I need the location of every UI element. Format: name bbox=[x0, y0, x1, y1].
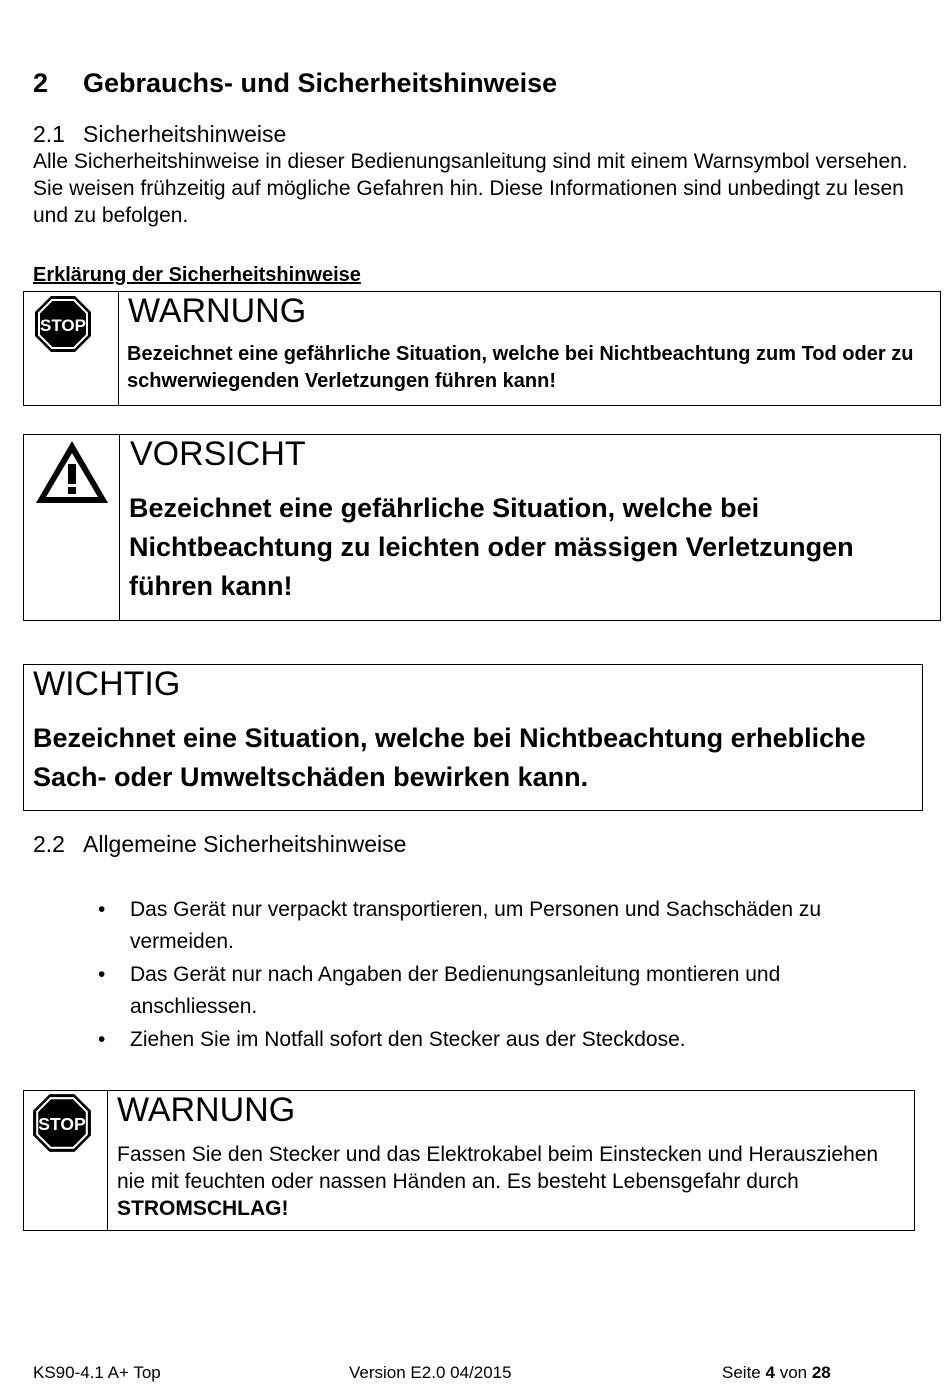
important-box bbox=[23, 664, 923, 811]
footer-page-mid: von bbox=[779, 1363, 808, 1382]
stop-sign-icon bbox=[33, 294, 93, 354]
warning-2-icon-cell bbox=[24, 1091, 108, 1230]
section-2-1-heading bbox=[33, 121, 286, 148]
warning-box-2 bbox=[23, 1090, 915, 1231]
list-item-text: Das Gerät nur nach Angaben der Bedienungsanleitung montieren und anschliessen. bbox=[130, 963, 781, 1018]
safety-list bbox=[98, 894, 898, 1057]
list-item bbox=[98, 1024, 898, 1056]
caution-icon-cell bbox=[24, 435, 120, 620]
stop-sign-icon bbox=[31, 1092, 93, 1154]
section-2-2-number: 2.2 bbox=[33, 831, 65, 857]
list-item-text: Das Gerät nur verpackt transportieren, um Personen und Sachschäden zu vermeiden. bbox=[130, 898, 822, 953]
warning-title: WARNUNG bbox=[128, 292, 307, 330]
list-item bbox=[98, 894, 898, 958]
warning-icon-cell bbox=[24, 292, 119, 405]
section-2-2-heading bbox=[33, 831, 406, 858]
bullet: • bbox=[98, 963, 106, 986]
chapter-number: 2 bbox=[33, 68, 49, 98]
section-2-1-number: 2.1 bbox=[33, 121, 65, 147]
footer-page-total: 28 bbox=[811, 1363, 831, 1382]
stop-sign-text: STOP bbox=[38, 1114, 86, 1135]
warning-box bbox=[23, 291, 941, 406]
footer-page bbox=[722, 1363, 831, 1383]
stop-sign-text: STOP bbox=[40, 316, 86, 335]
warning-2-text-block bbox=[117, 1141, 897, 1222]
caution-box bbox=[23, 434, 941, 621]
important-text: Bezeichnet eine Situation, welche bei Nichtbeachtung erhebliche Sach- oder Umweltschäden bewirken kann. bbox=[33, 723, 866, 792]
warning-2-text: Fassen Sie den Stecker und das Elektrokabel beim Einstecken und Herausziehen nie mit feuchten oder nassen Händen an. Es besteht Lebensgefahr durch bbox=[117, 1143, 879, 1193]
warning-text: Bezeichnet eine gefährliche Situation, welche bei Nichtbeachtung zum Tod oder zu schwerwiegenden Verletzungen führen kann! bbox=[127, 343, 914, 392]
warning-2-text-bold: STROMSCHLAG! bbox=[117, 1197, 289, 1220]
bullet: • bbox=[98, 1028, 106, 1051]
footer-version: Version E2.0 04/2015 bbox=[349, 1363, 512, 1382]
important-title: WICHTIG bbox=[33, 665, 181, 703]
warning-triangle-icon bbox=[33, 438, 111, 506]
section-2-1-text: Alle Sicherheitshinweise in dieser Bedienungsanleitung sind mit einem Warnsymbol versehen. Sie weisen frühzeitig auf mögliche Gefahren hin. Diese Informationen sind unbedingt zu lesen und zu befolgen. bbox=[33, 150, 908, 227]
footer-page-prefix: Seite bbox=[722, 1363, 761, 1382]
caution-text: Bezeichnet eine gefährliche Situation, welche bei Nichtbeachtung zu leichten oder mässigen Verletzungen führen kann! bbox=[129, 493, 854, 601]
section-2-1-title: Sicherheitshinweise bbox=[83, 121, 287, 147]
caution-title: VORSICHT bbox=[130, 435, 306, 473]
warning-2-title: WARNUNG bbox=[117, 1091, 296, 1129]
footer-page-current: 4 bbox=[765, 1363, 775, 1382]
explanation-heading: Erklärung der Sicherheitshinweise bbox=[33, 264, 361, 286]
section-2-2-title: Allgemeine Sicherheitshinweise bbox=[83, 831, 407, 857]
chapter-heading bbox=[33, 68, 557, 99]
bullet: • bbox=[98, 898, 106, 921]
list-item-text: Ziehen Sie im Notfall sofort den Stecker aus der Steckdose. bbox=[130, 1028, 686, 1051]
footer-model: KS90-4.1 A+ Top bbox=[33, 1363, 161, 1382]
list-item bbox=[98, 959, 898, 1023]
chapter-title: Gebrauchs- und Sicherheitshinweise bbox=[83, 68, 558, 98]
